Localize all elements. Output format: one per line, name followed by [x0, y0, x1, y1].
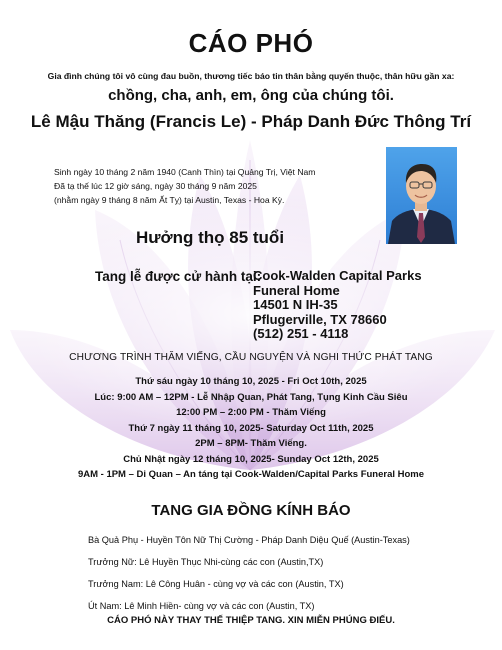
- schedule-line: 12:00 PM – 2:00 PM - Thăm Viếng: [176, 407, 326, 418]
- venue-phone: (512) 251 - 4118: [253, 326, 349, 341]
- schedule-line: 2PM – 8PM- Thăm Viếng.: [195, 438, 307, 449]
- venue-city: Pflugerville, TX 78660: [253, 311, 387, 327]
- family-member: Trưởng Nam: Lê Công Huân - cùng vợ và các con (Austin, TX): [88, 579, 344, 589]
- schedule-line: Thứ sáu ngày 10 tháng 10, 2025 - Fri Oct 10th, 2025: [135, 376, 367, 387]
- age-line: Hưởng thọ 85 tuổi: [135, 228, 285, 247]
- venue-name-line-1: Cook-Walden Capital Parks: [253, 268, 422, 283]
- announcement-intro: Gia đình chúng tôi vô cùng đau buồn, thương tiếc báo tin thân bằng quyến thuộc, thân hữu gần xa:: [47, 71, 455, 81]
- venue-name-line-2: Funeral Home: [253, 282, 340, 298]
- program-heading: CHƯƠNG TRÌNH THĂM VIẾNG, CẦU NGUYỆN VÀ NGHI THỨC PHÁT TANG: [69, 352, 433, 363]
- relations-line: chồng, cha, anh, em, ông của chúng tôi.: [108, 87, 394, 104]
- birth-line: Sinh ngày 10 tháng 2 năm 1940 (Canh Thìn) tại Quảng Trị, Việt Nam: [54, 167, 316, 177]
- obituary-title: CÁO PHÓ: [188, 28, 314, 58]
- family-members-list: [88, 529, 410, 617]
- venue-street: 14501 N IH-35: [253, 297, 338, 312]
- family-member: Trưởng Nữ: Lê Huyền Thục Nhi-cùng các con (Austin,TX): [88, 557, 324, 567]
- family-member: Bà Quả Phụ - Huyền Tôn Nữ Thị Cường - Pháp Danh Diệu Quế (Austin-Texas): [88, 535, 410, 545]
- passing-line: Đã tạ thế lúc 12 giờ sáng, ngày 30 tháng 9 năm 2025: [54, 181, 257, 191]
- schedule-list: [0, 374, 502, 483]
- lunar-date-line: (nhằm ngày 9 tháng 8 năm Ất Tỵ) tại Austin, Texas - Hoa Kỳ.: [54, 195, 285, 205]
- schedule-line: Chủ Nhật ngày 12 tháng 10, 2025- Sunday Oct 12th, 2025: [123, 453, 379, 465]
- schedule-line: 9AM - 1PM – Di Quan – An táng tại Cook-Walden/Capital Parks Funeral Home: [77, 469, 425, 480]
- family-member: Út Nam: Lê Minh Hiền- cùng vợ và các con (Austin, TX): [88, 601, 315, 611]
- venue-address-block: [253, 269, 422, 342]
- schedule-line: Thứ 7 ngày 11 tháng 10, 2025- Saturday Oct 11th, 2025: [128, 422, 374, 434]
- bio-block: [54, 165, 315, 207]
- family-heading: TANG GIA ĐỒNG KÍNH BÁO: [151, 502, 351, 519]
- schedule-line: Lúc: 9:00 AM – 12PM - Lễ Nhập Quan, Phát Tang, Tụng Kinh Cầu Siêu: [94, 391, 408, 403]
- deceased-name: Lê Mậu Thăng (Francis Le) - Pháp Danh Đức Thông Trí: [30, 112, 472, 131]
- service-location-label: Tang lễ được cử hành tại:: [95, 269, 262, 284]
- footer-notice: CÁO PHÓ NÀY THAY THẾ THIỆP TANG. XIN MIỄN PHÚNG ĐIẾU.: [107, 615, 395, 626]
